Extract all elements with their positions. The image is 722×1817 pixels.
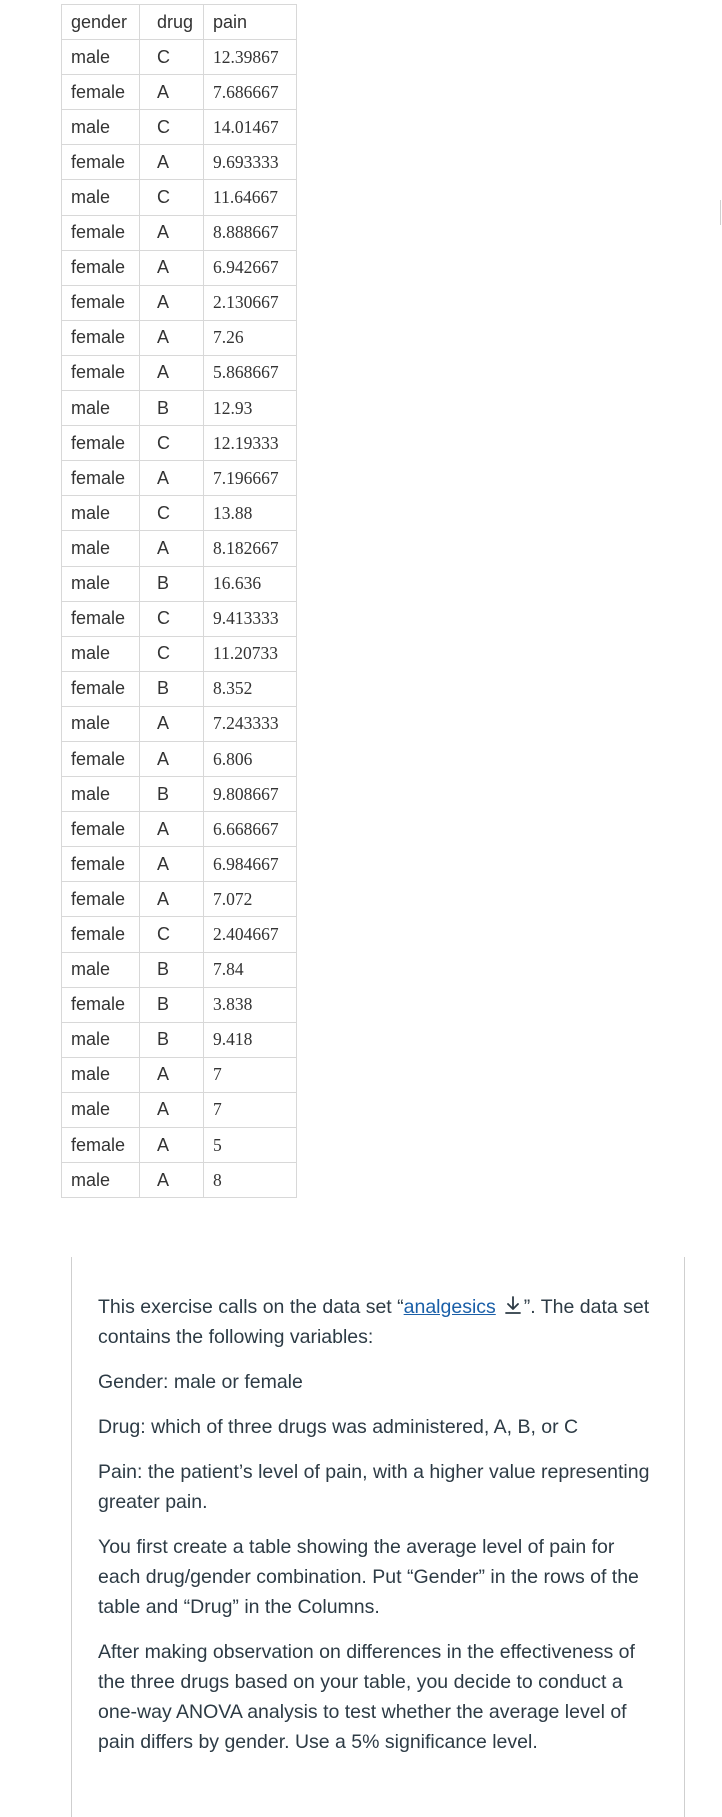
task-table-paragraph: You first create a table showing the average level of pain for each drug/gender combination. Put “Gender” in the rows of the table and “Drug” in the Columns.	[98, 1536, 639, 1618]
cell-gender: male	[62, 777, 140, 812]
cell-drug: A	[140, 882, 204, 917]
table-row	[62, 145, 297, 180]
cell-pain: 12.93	[204, 391, 297, 426]
cell-gender: female	[62, 741, 140, 776]
column-header-pain: pain	[204, 5, 297, 40]
cell-pain: 6.806	[204, 741, 297, 776]
cell-gender: female	[62, 355, 140, 390]
cell-gender: female	[62, 461, 140, 496]
cell-drug: B	[140, 987, 204, 1022]
table-row	[62, 75, 297, 110]
cell-drug: C	[140, 601, 204, 636]
cell-drug: A	[140, 285, 204, 320]
scroll-edge-divider	[720, 200, 721, 225]
cell-gender: male	[62, 180, 140, 215]
table-row	[62, 1022, 297, 1057]
cell-drug: C	[140, 40, 204, 75]
table-row	[62, 847, 297, 882]
table-row	[62, 601, 297, 636]
cell-gender: female	[62, 75, 140, 110]
cell-gender: female	[62, 250, 140, 285]
table-row	[62, 636, 297, 671]
cell-drug: C	[140, 180, 204, 215]
cell-drug: A	[140, 1128, 204, 1163]
cell-gender: male	[62, 1057, 140, 1092]
cell-pain: 7.196667	[204, 461, 297, 496]
cell-pain: 13.88	[204, 496, 297, 531]
cell-pain: 9.413333	[204, 601, 297, 636]
cell-gender: male	[62, 531, 140, 566]
cell-drug: A	[140, 215, 204, 250]
cell-gender: male	[62, 1022, 140, 1057]
table-row	[62, 285, 297, 320]
cell-gender: male	[62, 40, 140, 75]
cell-drug: B	[140, 566, 204, 601]
cell-drug: B	[140, 777, 204, 812]
table-row	[62, 777, 297, 812]
task-anova-paragraph: After making observation on differences in the effectiveness of the three drugs based on your table, you decide to conduct a one-way ANOVA analysis to test whether the average level of pain differs by gender. Use a 5% significance level.	[98, 1641, 635, 1753]
table-row	[62, 496, 297, 531]
table-row	[62, 1057, 297, 1092]
cell-gender: female	[62, 320, 140, 355]
cell-pain: 6.984667	[204, 847, 297, 882]
table-row	[62, 250, 297, 285]
table-row	[62, 355, 297, 390]
cell-pain: 9.418	[204, 1022, 297, 1057]
cell-gender: female	[62, 882, 140, 917]
cell-drug: B	[140, 671, 204, 706]
table-header-row	[62, 5, 297, 40]
cell-pain: 8.352	[204, 671, 297, 706]
table-row	[62, 110, 297, 145]
cell-drug: B	[140, 1022, 204, 1057]
table-row	[62, 531, 297, 566]
cell-gender: male	[62, 636, 140, 671]
cell-pain: 7.243333	[204, 706, 297, 741]
cell-pain: 2.130667	[204, 285, 297, 320]
cell-drug: A	[140, 1163, 204, 1198]
cell-pain: 7.26	[204, 320, 297, 355]
variable-pain: Pain: the patient’s level of pain, with a higher value representing greater pain.	[98, 1461, 650, 1513]
cell-drug: A	[140, 75, 204, 110]
cell-gender: female	[62, 215, 140, 250]
cell-gender: female	[62, 847, 140, 882]
cell-drug: C	[140, 917, 204, 952]
cell-pain: 5.868667	[204, 355, 297, 390]
cell-pain: 7	[204, 1092, 297, 1127]
cell-pain: 8.182667	[204, 531, 297, 566]
cell-drug: A	[140, 812, 204, 847]
cell-drug: A	[140, 741, 204, 776]
cell-gender: male	[62, 952, 140, 987]
cell-pain: 11.64667	[204, 180, 297, 215]
variable-gender: Gender: male or female	[98, 1371, 303, 1393]
table-row	[62, 671, 297, 706]
cell-gender: female	[62, 601, 140, 636]
cell-pain: 14.01467	[204, 110, 297, 145]
table-row	[62, 40, 297, 75]
cell-drug: A	[140, 531, 204, 566]
cell-pain: 2.404667	[204, 917, 297, 952]
cell-pain: 12.19333	[204, 426, 297, 461]
cell-drug: B	[140, 952, 204, 987]
cell-pain: 12.39867	[204, 40, 297, 75]
column-header-gender: gender	[62, 5, 140, 40]
exercise-text	[98, 1292, 658, 1772]
cell-pain: 7.84	[204, 952, 297, 987]
cell-drug: A	[140, 355, 204, 390]
intro-paragraph	[98, 1292, 658, 1352]
cell-pain: 8.888667	[204, 215, 297, 250]
cell-gender: female	[62, 917, 140, 952]
table-row	[62, 426, 297, 461]
cell-gender: female	[62, 1128, 140, 1163]
dataset-link[interactable]: analgesics	[403, 1296, 496, 1318]
cell-drug: A	[140, 250, 204, 285]
table-row	[62, 180, 297, 215]
table-row	[62, 952, 297, 987]
cell-pain: 6.942667	[204, 250, 297, 285]
cell-drug: A	[140, 1092, 204, 1127]
intro-suffix: ”. The data set contains the following variables:	[98, 1296, 650, 1348]
cell-drug: B	[140, 391, 204, 426]
download-icon[interactable]	[502, 1294, 524, 1316]
cell-pain: 7.686667	[204, 75, 297, 110]
cell-gender: female	[62, 812, 140, 847]
cell-drug: C	[140, 496, 204, 531]
cell-drug: A	[140, 461, 204, 496]
table-row	[62, 1092, 297, 1127]
cell-pain: 9.808667	[204, 777, 297, 812]
cell-gender: female	[62, 285, 140, 320]
table-row	[62, 882, 297, 917]
cell-pain: 7.072	[204, 882, 297, 917]
cell-gender: female	[62, 426, 140, 461]
cell-pain: 11.20733	[204, 636, 297, 671]
cell-drug: C	[140, 636, 204, 671]
cell-gender: male	[62, 1163, 140, 1198]
cell-drug: C	[140, 110, 204, 145]
cell-drug: C	[140, 426, 204, 461]
table-row	[62, 741, 297, 776]
cell-pain: 9.693333	[204, 145, 297, 180]
cell-gender: female	[62, 987, 140, 1022]
cell-gender: female	[62, 145, 140, 180]
table-row	[62, 215, 297, 250]
cell-gender: male	[62, 1092, 140, 1127]
cell-pain: 16.636	[204, 566, 297, 601]
column-header-drug: drug	[140, 5, 204, 40]
cell-pain: 3.838	[204, 987, 297, 1022]
cell-gender: male	[62, 110, 140, 145]
data-table	[61, 4, 297, 1198]
cell-drug: A	[140, 145, 204, 180]
cell-drug: A	[140, 706, 204, 741]
table-row	[62, 1163, 297, 1198]
table-row	[62, 391, 297, 426]
cell-pain: 7	[204, 1057, 297, 1092]
table-row	[62, 987, 297, 1022]
table-row	[62, 320, 297, 355]
cell-pain: 5	[204, 1128, 297, 1163]
cell-gender: male	[62, 496, 140, 531]
cell-gender: male	[62, 566, 140, 601]
intro-prefix: This exercise calls on the data set “	[98, 1296, 404, 1318]
cell-drug: A	[140, 320, 204, 355]
cell-gender: male	[62, 391, 140, 426]
cell-pain: 8	[204, 1163, 297, 1198]
table-row	[62, 812, 297, 847]
exercise-panel	[71, 1257, 685, 1817]
cell-gender: female	[62, 671, 140, 706]
cell-drug: A	[140, 847, 204, 882]
table-row	[62, 1128, 297, 1163]
table-row	[62, 917, 297, 952]
table-row	[62, 706, 297, 741]
cell-pain: 6.668667	[204, 812, 297, 847]
cell-drug: A	[140, 1057, 204, 1092]
table-row	[62, 566, 297, 601]
table-row	[62, 461, 297, 496]
variable-drug: Drug: which of three drugs was administered, A, B, or C	[98, 1416, 579, 1438]
cell-gender: male	[62, 706, 140, 741]
